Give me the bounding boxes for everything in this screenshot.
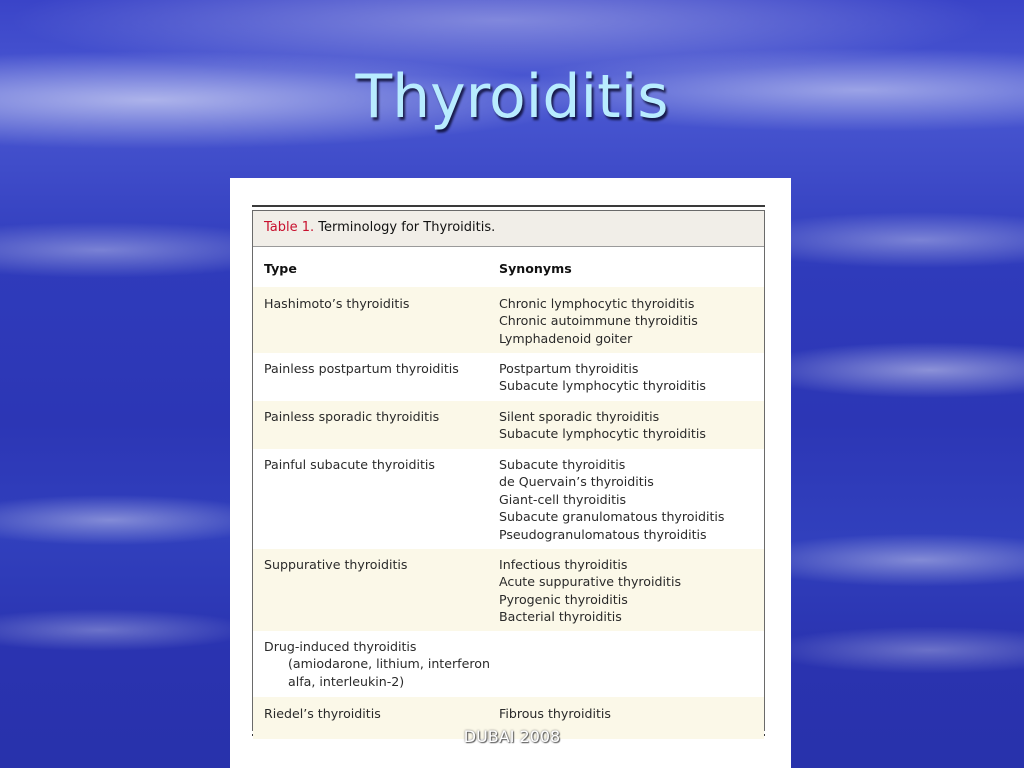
type-detail: alfa, interleukin-2) (288, 673, 405, 689)
type-cell: Suppurative thyroiditis (264, 557, 408, 572)
type-cell: Riedel’s thyroiditis (264, 706, 381, 721)
type-name: Drug-induced thyroiditis (264, 639, 417, 654)
synonym: de Quervain’s thyroiditis (499, 474, 654, 490)
synonym: Pyrogenic thyroiditis (499, 591, 628, 607)
synonyms-cell (499, 295, 764, 353)
synonym: Giant-cell thyroiditis (499, 491, 627, 507)
synonym: Infectious thyroiditis (499, 557, 628, 572)
synonyms-cell (499, 408, 764, 449)
type-detail: (amiodarone, lithium, interferon (288, 656, 490, 672)
synonym: Silent sporadic thyroiditis (499, 409, 660, 424)
synonym: Subacute thyroiditis (499, 457, 626, 472)
footer-watermark: DUBAI 2008 (463, 727, 561, 746)
synonym: Pseudogranulomatous thyroiditis (499, 526, 707, 542)
synonyms-cell (499, 556, 764, 631)
synonyms-cell (499, 638, 764, 697)
table-row (253, 631, 764, 697)
synonym: Subacute granulomatous thyroiditis (499, 509, 725, 525)
table-caption (253, 211, 764, 247)
synonym: Postpartum thyroiditis (499, 361, 639, 376)
synonym: Fibrous thyroiditis (499, 706, 611, 721)
synonym: Chronic autoimmune thyroiditis (499, 313, 698, 329)
synonym: Subacute lymphocytic thyroiditis (499, 378, 706, 394)
type-cell: Painless sporadic thyroiditis (264, 409, 440, 424)
table-caption-label: Table 1. (264, 220, 315, 235)
synonym: Bacterial thyroiditis (499, 609, 622, 625)
table-row (253, 449, 764, 549)
table-header-row (253, 247, 764, 287)
table-image (230, 178, 791, 768)
synonym: Chronic lymphocytic thyroiditis (499, 296, 695, 311)
terminology-table (252, 205, 765, 736)
table-row (253, 549, 764, 631)
synonyms-cell (499, 456, 764, 549)
type-cell (253, 638, 499, 697)
table-row (253, 353, 764, 401)
table-caption-text: Terminology for Thyroiditis. (318, 220, 496, 235)
table-row (253, 287, 764, 353)
synonyms-cell (499, 360, 764, 401)
synonym: Acute suppurative thyroiditis (499, 574, 682, 590)
column-header-synonyms: Synonyms (499, 261, 572, 276)
column-header-type: Type (264, 261, 297, 276)
synonym: Lymphadenoid goiter (499, 330, 633, 346)
table-row (253, 401, 764, 449)
type-cell: Hashimoto’s thyroiditis (264, 296, 410, 311)
synonym: Subacute lymphocytic thyroiditis (499, 426, 706, 442)
type-cell: Painful subacute thyroiditis (264, 457, 435, 472)
slide-title: Thyroiditis (355, 62, 669, 132)
type-cell: Painless postpartum thyroiditis (264, 361, 459, 376)
